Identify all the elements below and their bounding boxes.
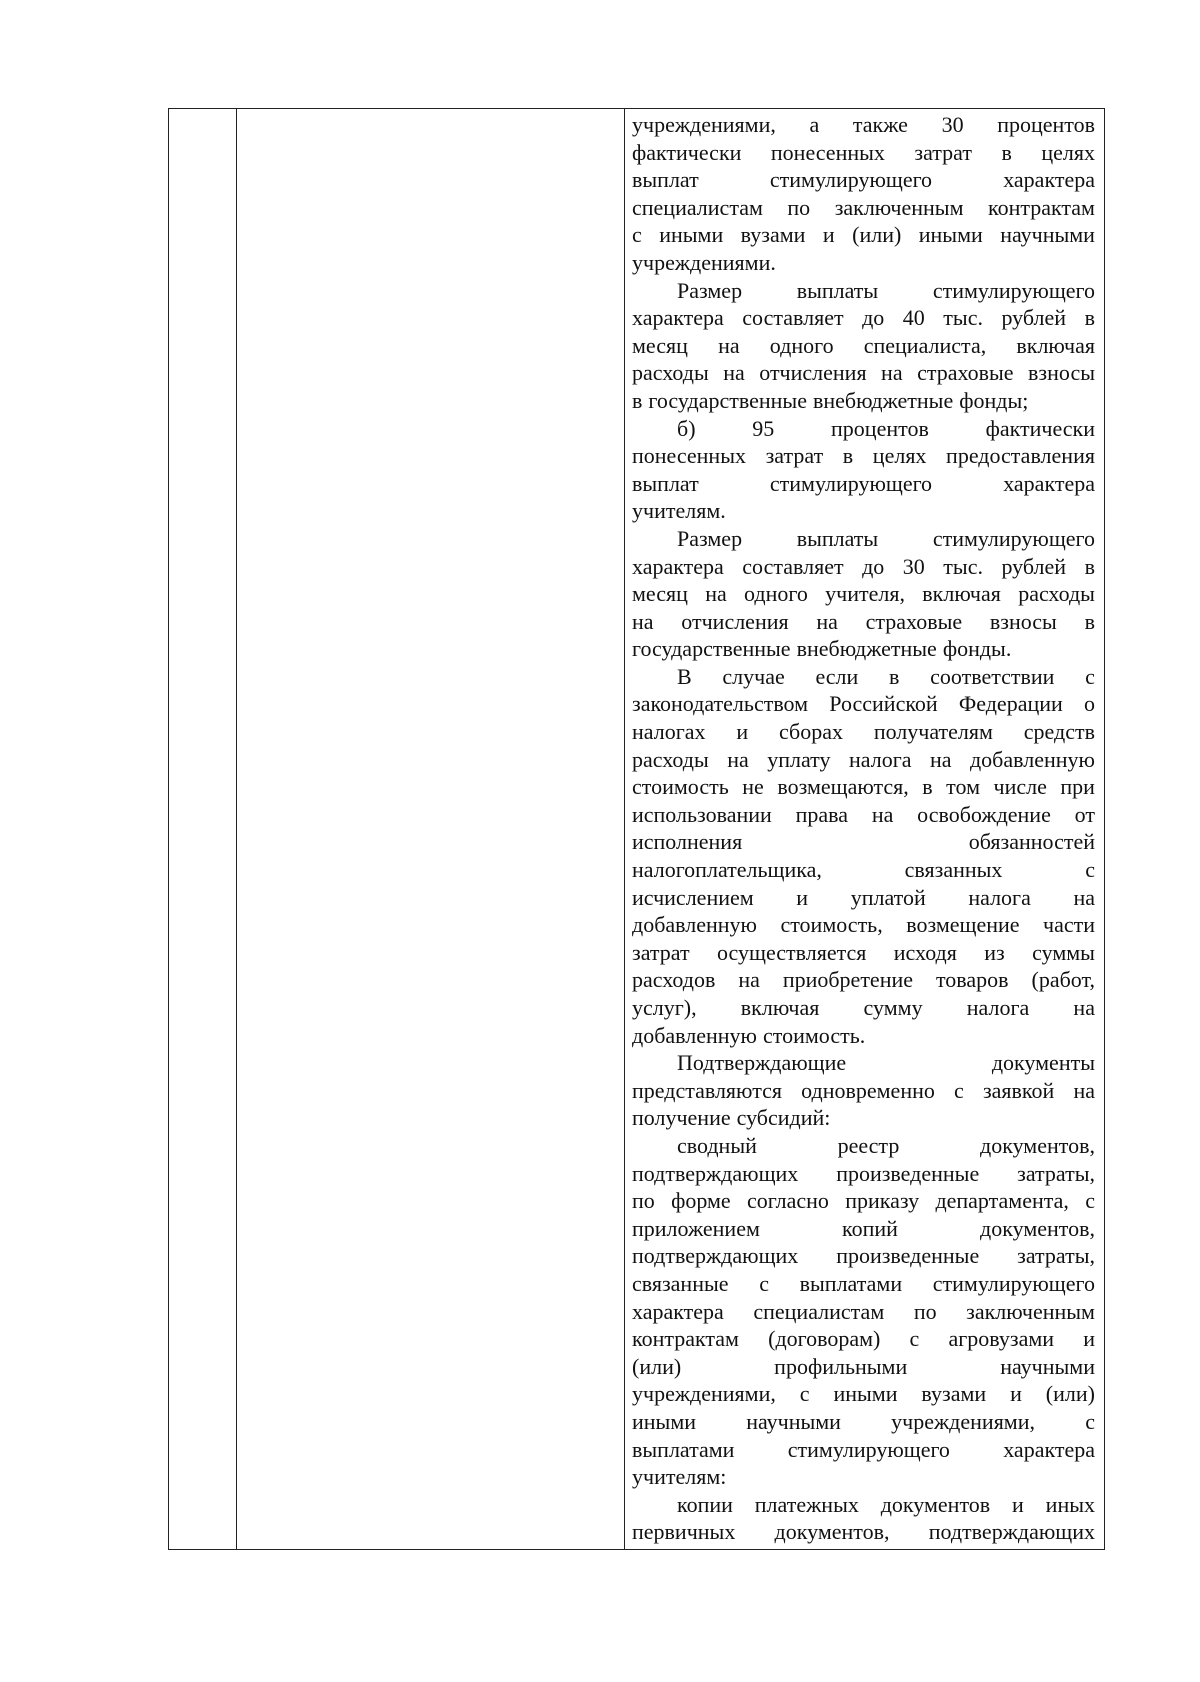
word: в (1084, 553, 1095, 579)
word: с (1085, 857, 1095, 883)
word: произведенные (836, 1243, 980, 1269)
word: платежных (754, 1491, 859, 1517)
word: а (809, 112, 820, 137)
word: вузами (921, 1381, 987, 1407)
word: с (632, 222, 642, 248)
word: фактически (985, 415, 1095, 441)
word: отчисления (759, 360, 867, 386)
word: не (742, 774, 764, 800)
word: исходя (893, 939, 957, 965)
word: субсидий: (736, 1105, 831, 1131)
word: Размер (677, 277, 743, 303)
word: предоставления (946, 443, 1095, 469)
word: также (852, 112, 908, 137)
word: форме (671, 1188, 731, 1214)
word: 30 (941, 112, 964, 137)
word: произведенные (836, 1160, 980, 1186)
word: выплатами (799, 1270, 903, 1296)
word: фонды; (959, 387, 1029, 413)
word: соответствии (930, 663, 1055, 689)
text-line (629, 1491, 1095, 1519)
word: обязанностей (968, 829, 1095, 855)
text-line (629, 1325, 1095, 1353)
word: с (1085, 663, 1095, 689)
word: учителям: (632, 1464, 727, 1490)
word: возмещаются, (777, 774, 909, 800)
word: и (1083, 1326, 1095, 1352)
table-frame (168, 108, 1105, 1550)
word: по (913, 1298, 937, 1324)
word: на (1073, 995, 1095, 1020)
word: получение (632, 1105, 731, 1131)
text-line (629, 111, 1095, 139)
word: приобретение (782, 967, 914, 993)
text-line (629, 359, 1095, 387)
text-line (629, 387, 1095, 415)
word: Федерации (958, 691, 1063, 717)
word: взносы (1028, 360, 1095, 386)
text-column (629, 111, 1095, 1547)
word: приложением (632, 1215, 760, 1241)
word: составляет (742, 305, 844, 331)
word: (или) (1045, 1381, 1095, 1407)
word: месяц (632, 332, 688, 358)
word: целях (1041, 139, 1095, 165)
word: уплату (767, 746, 831, 772)
word: характера (632, 1298, 724, 1324)
word: научными (746, 1408, 841, 1434)
word: научными (1000, 222, 1095, 248)
word: и (1010, 1381, 1022, 1407)
text-line (629, 221, 1095, 249)
text-line (629, 1049, 1095, 1077)
word: взносы (989, 608, 1057, 634)
word: целях (872, 443, 927, 469)
word: рублей (1001, 305, 1067, 331)
word: Подтверждающие (677, 1050, 847, 1076)
word: по (787, 194, 811, 220)
text-line (629, 470, 1095, 498)
word: затраты, (1017, 1243, 1095, 1269)
word: на (1073, 884, 1095, 910)
text-line (629, 249, 1095, 277)
word: подтверждающих (632, 1243, 799, 1269)
word: рублей (1001, 553, 1067, 579)
word: уплатой (850, 884, 926, 910)
word: иными (833, 1381, 898, 1407)
word: документы (991, 1050, 1095, 1076)
word: получателям (873, 719, 993, 745)
text-line (629, 1298, 1095, 1326)
word: копии (677, 1491, 733, 1517)
word: на (738, 967, 760, 993)
text-line (629, 635, 1095, 663)
text-line (629, 718, 1095, 746)
word: подтверждающих (928, 1519, 1095, 1545)
word: налога (968, 884, 1031, 910)
word: на (1073, 1077, 1095, 1103)
word: от (1074, 801, 1095, 827)
word: случае (722, 663, 785, 689)
word: на (723, 360, 745, 386)
word: выплат (632, 167, 699, 193)
word: характера (632, 305, 724, 331)
word: страховые (865, 608, 963, 634)
text-line (629, 911, 1095, 939)
word: Размер (677, 525, 743, 551)
word: освобождение (917, 801, 1051, 827)
text-line (629, 139, 1095, 167)
text-line (629, 608, 1095, 636)
text-line (629, 884, 1095, 912)
word: (договорам) (768, 1326, 881, 1352)
word: заключенным (966, 1298, 1095, 1324)
word: характера (1003, 470, 1095, 496)
word: расходы (632, 360, 709, 386)
word: процентов (997, 112, 1095, 137)
word: исполнения (632, 829, 743, 855)
text-line (629, 1160, 1095, 1188)
word: включая (1016, 332, 1095, 358)
word: одного (744, 581, 808, 607)
word: налогоплательщика, (632, 857, 822, 883)
word: сумму (863, 995, 923, 1020)
word: сводный (677, 1132, 757, 1158)
word: по (632, 1188, 655, 1214)
word: на (632, 608, 654, 634)
text-line (629, 939, 1095, 967)
word: профильными (774, 1353, 908, 1379)
text-line (629, 166, 1095, 194)
word: затрат (765, 443, 824, 469)
word: одновременно (801, 1077, 935, 1103)
word: документов, (980, 1215, 1095, 1241)
word: реестр (837, 1132, 900, 1158)
word: документов (880, 1491, 991, 1517)
word: 95 (752, 415, 775, 441)
word: тыс. (943, 553, 983, 579)
word: в (1084, 305, 1095, 331)
word: учителя, (825, 581, 905, 607)
word: документов, (980, 1132, 1095, 1158)
word: о (1083, 691, 1095, 717)
word: с (1085, 1188, 1095, 1214)
text-line (629, 801, 1095, 829)
word: месяц (632, 581, 688, 607)
word: Российской (829, 691, 938, 717)
word: выплаты (796, 525, 879, 551)
word: агровузами (948, 1326, 1055, 1352)
text-line (629, 1436, 1095, 1464)
word: понесенных (632, 443, 746, 469)
word: на (705, 581, 727, 607)
word: характера (632, 553, 724, 579)
word: законодательством (632, 691, 809, 717)
word: права (795, 801, 848, 827)
word: страховые (917, 360, 1014, 386)
word: фактически (632, 139, 742, 165)
word: контрактам (988, 194, 1095, 220)
word: процентов (831, 415, 929, 441)
text-line (629, 277, 1095, 305)
word: в (842, 443, 854, 469)
text-line (629, 994, 1095, 1022)
word: услуг), (632, 995, 697, 1020)
word: стимулирующего (932, 277, 1095, 303)
word: вузами (740, 222, 806, 248)
word: на (871, 801, 894, 827)
word: государственные (632, 636, 791, 662)
word: возмещение (906, 912, 1020, 938)
word: заключенным (834, 194, 964, 220)
word: связанных (904, 857, 1003, 883)
text-line (629, 1187, 1095, 1215)
word: государственные (648, 387, 807, 413)
word: представляются (632, 1077, 782, 1103)
word: учреждениями, (632, 1381, 776, 1407)
word: из (984, 939, 1005, 965)
word: и (796, 884, 809, 910)
word: с (759, 1270, 769, 1296)
word: первичных (632, 1519, 736, 1545)
column-divider-1 (236, 109, 237, 1549)
word: с (799, 1381, 810, 1407)
word: (или) (632, 1353, 682, 1379)
word: и (822, 222, 835, 248)
word: затрат (914, 139, 972, 165)
word: добавленную (632, 1022, 757, 1048)
word: и (1012, 1491, 1024, 1517)
word: согласно (746, 1188, 829, 1214)
word: В (677, 663, 692, 689)
word: расходов (632, 967, 716, 993)
word: специалистам (632, 194, 763, 220)
word: налога (848, 746, 912, 772)
word: стимулирующего (769, 167, 933, 193)
word: стимулирующего (932, 1270, 1095, 1296)
word: учреждениями, (632, 112, 776, 137)
word: стоимость. (762, 1022, 866, 1048)
word: до (862, 305, 885, 331)
word: стимулирующего (769, 470, 933, 496)
word: характера (1003, 1436, 1095, 1462)
text-line (629, 442, 1095, 470)
text-line (629, 1077, 1095, 1105)
word: части (1043, 912, 1095, 938)
word: 40 (902, 305, 925, 331)
text-line (629, 580, 1095, 608)
word: осуществляется (716, 939, 867, 965)
word: стоимость (632, 774, 729, 800)
text-line (629, 1408, 1095, 1436)
word: том (946, 774, 980, 800)
word: подтверждающих (632, 1160, 799, 1186)
text-line (629, 828, 1095, 856)
word: затрат (632, 939, 690, 965)
word: специалистам (753, 1298, 885, 1324)
word: стимулирующего (932, 525, 1095, 551)
word: в (922, 774, 933, 800)
word: включая (740, 995, 820, 1020)
word: сборах (778, 719, 843, 745)
word: затраты, (1017, 1160, 1095, 1186)
word: иными (918, 222, 983, 248)
text-line (629, 1132, 1095, 1160)
word: налогах (632, 719, 706, 745)
word: в (632, 387, 643, 413)
text-line (629, 1270, 1095, 1298)
text-line (629, 856, 1095, 884)
word: выплаты (796, 277, 879, 303)
word: составляет (742, 553, 844, 579)
word: на (727, 746, 749, 772)
text-line (629, 194, 1095, 222)
word: в (889, 663, 900, 689)
text-line (629, 553, 1095, 581)
text-line (629, 332, 1095, 360)
word: с (1085, 1408, 1095, 1434)
word: учреждениями. (632, 249, 776, 275)
word: суммы (1032, 939, 1095, 965)
word: добавленную (632, 912, 757, 938)
word: специалиста, (863, 332, 987, 358)
word: копий (842, 1215, 898, 1241)
text-line (629, 663, 1095, 691)
word: если (815, 663, 859, 689)
word: в (1084, 608, 1095, 634)
text-line (629, 966, 1095, 994)
text-line (629, 690, 1095, 718)
word: учреждениями, (891, 1408, 1036, 1434)
text-line (629, 1215, 1095, 1243)
word: с (909, 1326, 920, 1352)
text-line (629, 746, 1095, 774)
word: и (736, 719, 749, 745)
word: при (1060, 774, 1095, 800)
word: учителям. (632, 498, 726, 524)
word: (или) (852, 222, 902, 248)
word: на (929, 746, 952, 772)
word: исчислением (632, 884, 754, 910)
word: приказу (845, 1188, 920, 1214)
word: тыс. (943, 305, 983, 331)
word: расходы (1018, 581, 1095, 607)
text-line (629, 1353, 1095, 1381)
word: на (881, 360, 903, 386)
text-line (629, 1380, 1095, 1408)
word: средств (1023, 719, 1095, 745)
word: до (862, 553, 885, 579)
word: товаров (935, 967, 1009, 993)
word: отчисления (681, 608, 789, 634)
word: стоимость, (780, 912, 883, 938)
word: внебюджетные (812, 387, 954, 413)
word: включая (922, 581, 1001, 607)
text-line (629, 1518, 1095, 1546)
text-line (629, 497, 1095, 525)
text-line (629, 773, 1095, 801)
text-line (629, 1463, 1095, 1491)
word: научными (1000, 1353, 1095, 1379)
word: расходы (632, 746, 709, 772)
word: добавленную (969, 746, 1095, 772)
text-line (629, 1104, 1095, 1132)
word: использовании (632, 801, 772, 827)
word: понесенных (770, 139, 885, 165)
word: иными (632, 1408, 697, 1434)
word: документов, (774, 1519, 890, 1545)
word: внебюджетные (796, 636, 937, 662)
word: на (718, 332, 740, 358)
word: фонды. (942, 636, 1012, 662)
word: контрактам (632, 1326, 739, 1352)
column-divider-2 (624, 109, 625, 1549)
word: департамента, (935, 1188, 1069, 1214)
word: иными (659, 222, 724, 248)
word: числе (993, 774, 1047, 800)
word: б) (677, 415, 696, 441)
word: одного (769, 332, 834, 358)
text-line (629, 304, 1095, 332)
text-line (629, 415, 1095, 443)
word: связанные (632, 1270, 729, 1296)
text-line (629, 1022, 1095, 1050)
text-line (629, 525, 1095, 553)
word: на (816, 608, 838, 634)
word: выплат (632, 470, 699, 496)
word: выплатами (632, 1436, 735, 1462)
word: стимулирующего (787, 1436, 950, 1462)
word: с (954, 1077, 964, 1103)
word: характера (1003, 167, 1095, 193)
text-line (629, 1242, 1095, 1270)
word: 30 (902, 553, 925, 579)
word: иных (1045, 1491, 1095, 1517)
word: (работ, (1031, 967, 1095, 993)
word: в (1001, 139, 1012, 165)
word: налога (966, 995, 1030, 1020)
word: заявкой (982, 1077, 1055, 1103)
